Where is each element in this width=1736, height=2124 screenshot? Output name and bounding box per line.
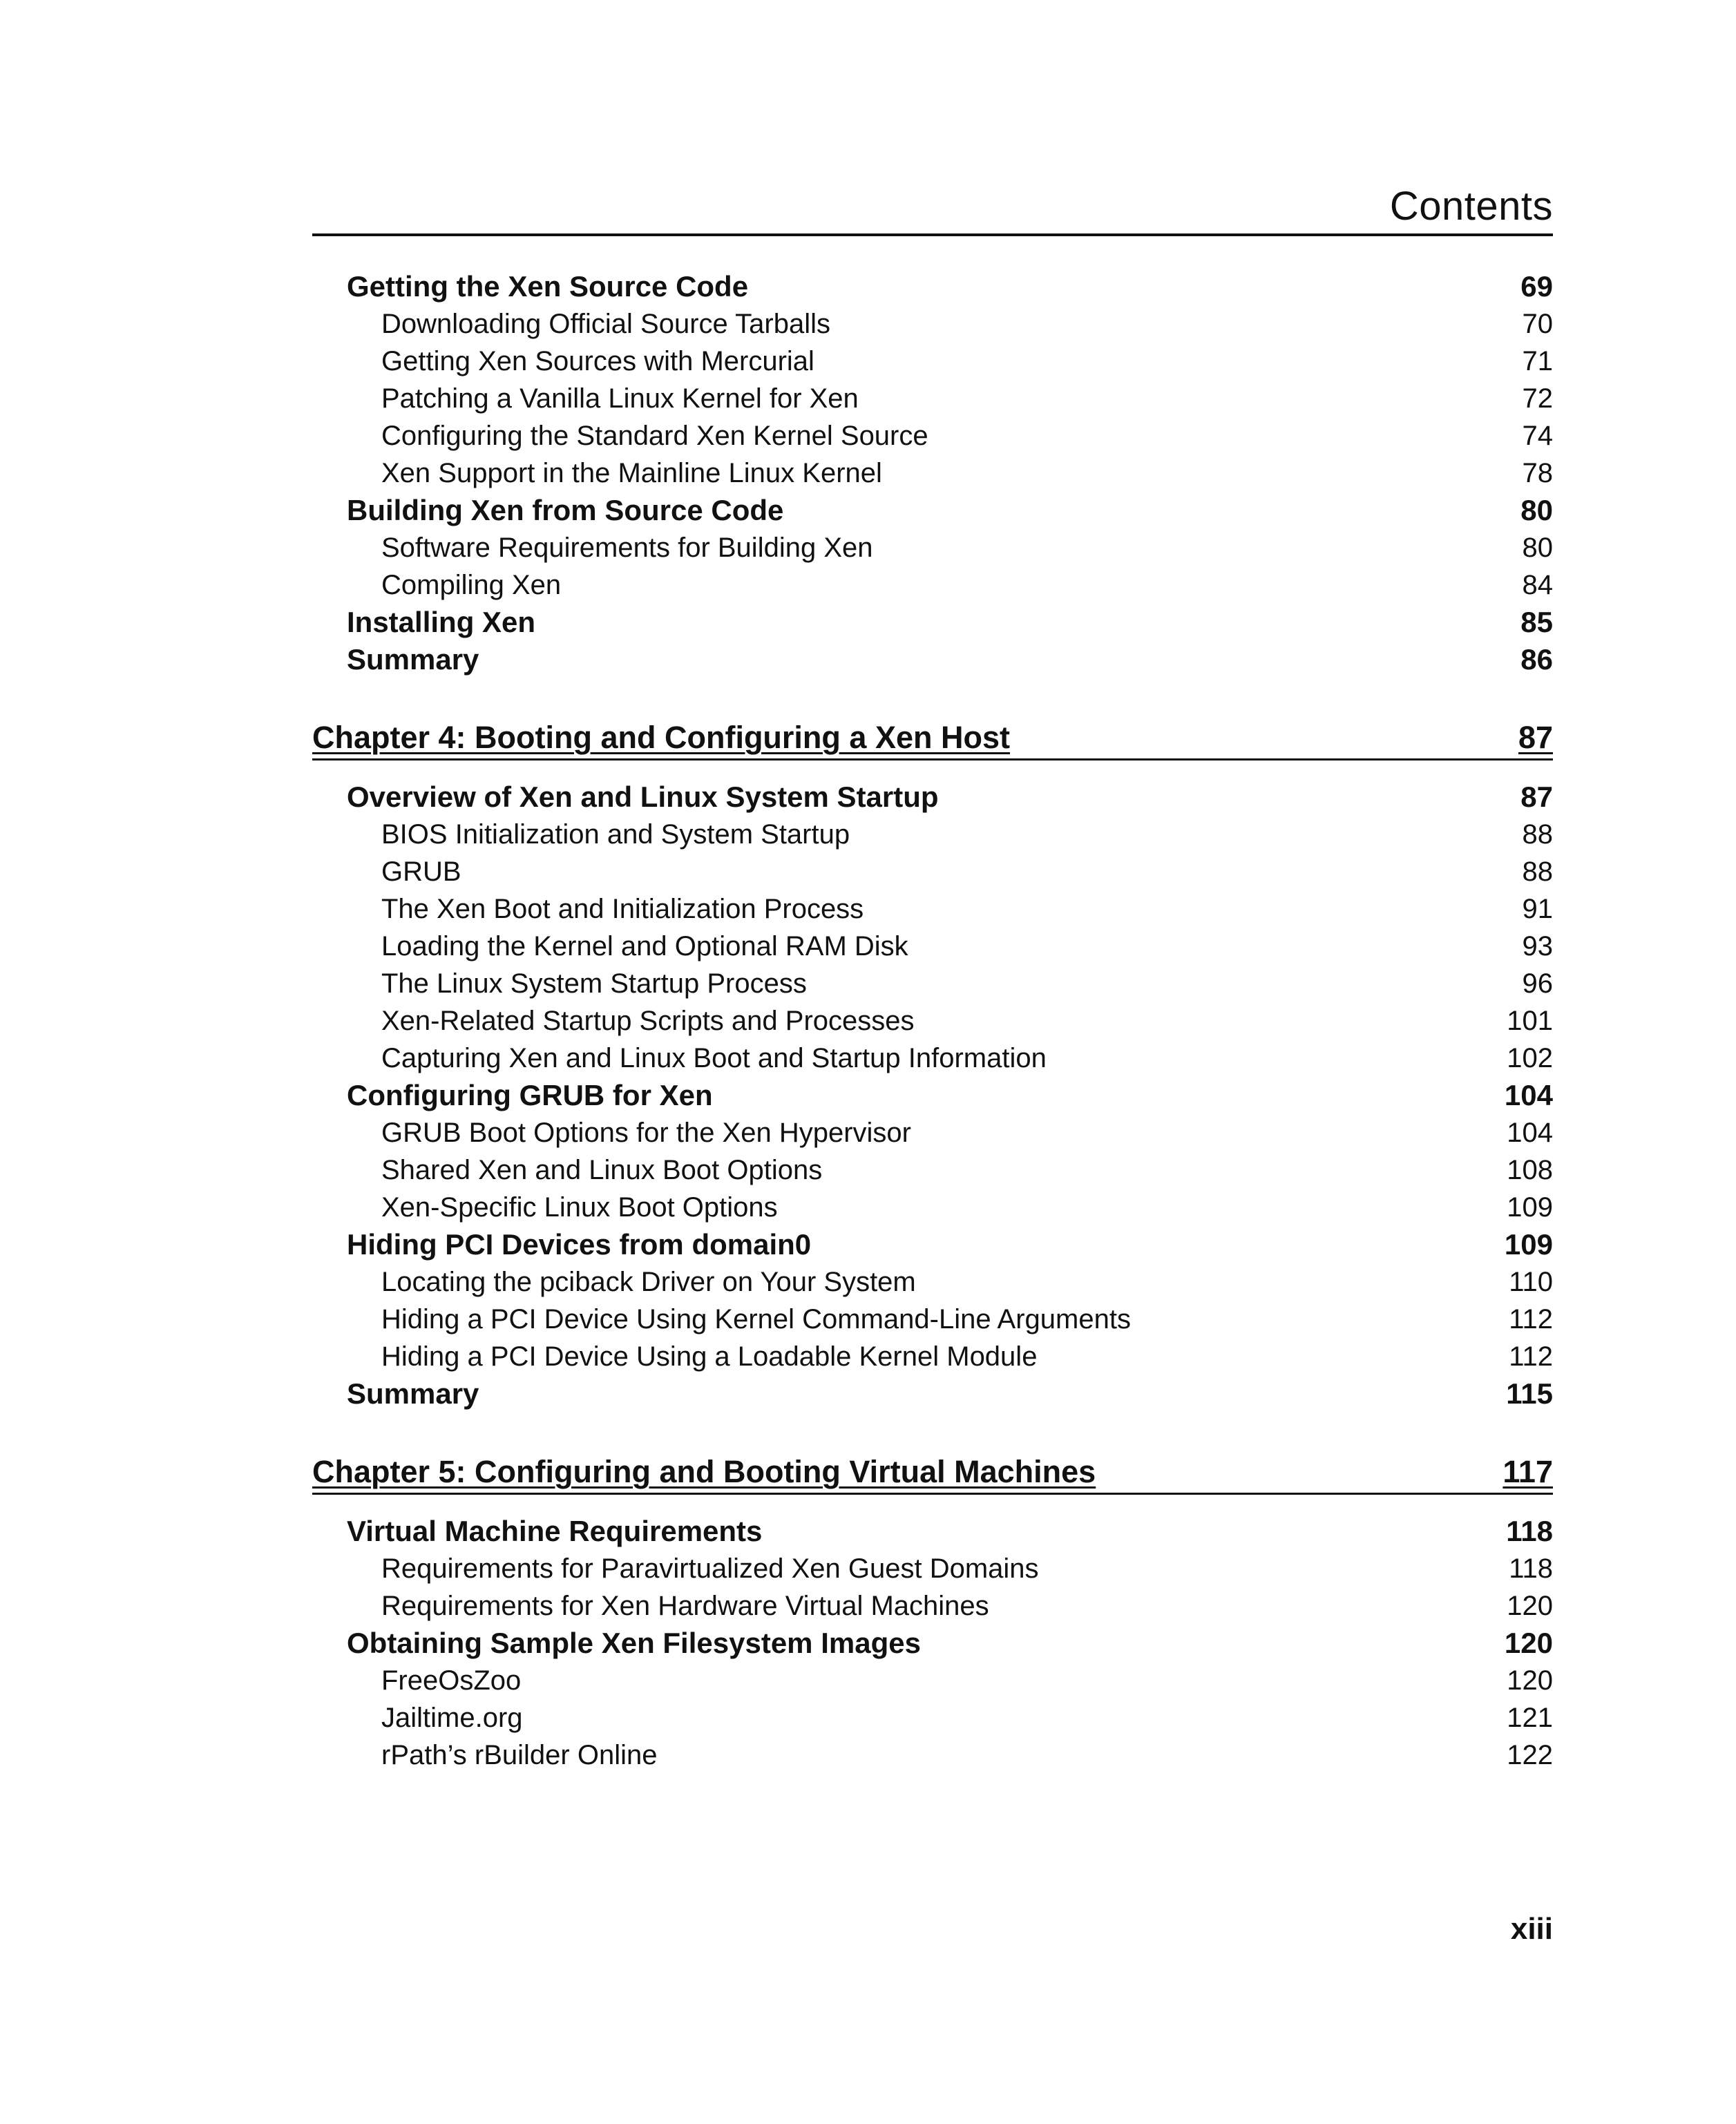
entry-page-number: 120	[1507, 1665, 1553, 1696]
entry-title: Xen-Related Startup Scripts and Processes	[381, 1006, 915, 1036]
entry-title: Loading the Kernel and Optional RAM Disk	[381, 931, 908, 961]
entry-title: Summary	[347, 643, 479, 676]
entry-page-number: 120	[1507, 1591, 1553, 1621]
entry-page-number: 102	[1507, 1043, 1553, 1073]
entry-title: Getting Xen Sources with Mercurial	[381, 346, 814, 376]
entry-page-number: 78	[1522, 458, 1553, 488]
entry-title: Hiding PCI Devices from domain0	[347, 1228, 812, 1261]
entry-title: Downloading Official Source Tarballs	[381, 309, 830, 339]
entry-page-number: 109	[1507, 1192, 1553, 1223]
entry-page-number: 88	[1522, 819, 1553, 850]
entry-page-number: 70	[1522, 309, 1553, 339]
toc-subsection-entry[interactable]	[312, 1301, 1553, 1338]
entry-page-number: 93	[1522, 931, 1553, 961]
entry-page-number: 104	[1507, 1118, 1553, 1148]
toc-subsection-entry[interactable]	[312, 380, 1553, 417]
entry-page-number: 87	[1520, 781, 1553, 813]
entry-title: Summary	[347, 1377, 479, 1410]
entry-title: The Xen Boot and Initialization Process	[381, 894, 864, 924]
entry-page-number: 104	[1504, 1079, 1553, 1111]
entry-title: Requirements for Paravirtualized Xen Guest Domains	[381, 1553, 1039, 1584]
toc-subsection-entry[interactable]	[312, 1338, 1553, 1375]
toc-subsection-entry[interactable]	[312, 343, 1553, 380]
toc-subsection-entry[interactable]	[312, 1002, 1553, 1040]
entry-page-number: 109	[1504, 1228, 1553, 1261]
entry-page-number: 80	[1522, 533, 1553, 563]
toc-section-entry[interactable]	[312, 1513, 1553, 1550]
entry-page-number: 118	[1506, 1515, 1553, 1547]
chapter-page-number: 117	[1503, 1454, 1553, 1489]
entry-page-number: 72	[1522, 383, 1553, 414]
entry-page-number: 74	[1522, 421, 1553, 451]
entry-title: Locating the pciback Driver on Your System	[381, 1267, 916, 1297]
toc-subsection-entry[interactable]	[312, 1587, 1553, 1625]
chapter-heading[interactable]	[312, 1451, 1553, 1495]
toc-section-entry[interactable]	[312, 1375, 1553, 1413]
entry-title: Building Xen from Source Code	[347, 494, 784, 526]
toc-subsection-entry[interactable]	[312, 529, 1553, 566]
entry-page-number: 91	[1522, 894, 1553, 924]
table-of-contents	[312, 268, 1553, 1774]
chapter-title: Chapter 4: Booting and Configuring a Xen Host	[312, 720, 1010, 755]
entry-page-number: 71	[1522, 346, 1553, 376]
toc-section-entry[interactable]	[312, 1625, 1553, 1662]
entry-page-number: 112	[1509, 1304, 1553, 1334]
entry-title: Configuring the Standard Xen Kernel Source	[381, 421, 928, 451]
entry-page-number: 121	[1507, 1703, 1553, 1733]
entry-title: Virtual Machine Requirements	[347, 1515, 763, 1547]
chapter-page-number: 87	[1518, 720, 1553, 755]
entry-title: Hiding a PCI Device Using a Loadable Kernel Module	[381, 1341, 1038, 1372]
toc-subsection-entry[interactable]	[312, 1189, 1553, 1226]
running-header	[312, 181, 1553, 236]
entry-title: Requirements for Xen Hardware Virtual Machines	[381, 1591, 989, 1621]
toc-subsection-entry[interactable]	[312, 1040, 1553, 1077]
toc-subsection-entry[interactable]	[312, 928, 1553, 965]
toc-section-entry[interactable]	[312, 641, 1553, 678]
toc-subsection-entry[interactable]	[312, 965, 1553, 1002]
entry-page-number: 88	[1522, 857, 1553, 887]
entry-page-number: 86	[1520, 643, 1553, 676]
entry-title: FreeOsZoo	[381, 1665, 522, 1696]
header-title: Contents	[1389, 184, 1553, 229]
toc-section-entry[interactable]	[312, 1077, 1553, 1114]
entry-title: Capturing Xen and Linux Boot and Startup Information	[381, 1043, 1047, 1073]
entry-title: rPath’s rBuilder Online	[381, 1740, 658, 1770]
entry-page-number: 108	[1507, 1155, 1553, 1185]
entry-page-number: 118	[1509, 1553, 1553, 1584]
entry-title: Software Requirements for Building Xen	[381, 533, 873, 563]
entry-page-number: 80	[1520, 494, 1553, 526]
toc-subsection-entry[interactable]	[312, 1699, 1553, 1736]
toc-subsection-entry[interactable]	[312, 890, 1553, 928]
toc-section-entry[interactable]	[312, 778, 1553, 816]
entry-page-number: 101	[1507, 1006, 1553, 1036]
toc-subsection-entry[interactable]	[312, 816, 1553, 853]
page-folio: xiii	[1510, 1912, 1553, 1946]
toc-subsection-entry[interactable]	[312, 1550, 1553, 1587]
entry-title: Shared Xen and Linux Boot Options	[381, 1155, 823, 1185]
entry-title: GRUB	[381, 857, 461, 887]
entry-title: The Linux System Startup Process	[381, 968, 807, 999]
entry-page-number: 84	[1522, 570, 1553, 600]
entry-title: Hiding a PCI Device Using Kernel Command-Line Arguments	[381, 1304, 1131, 1334]
entry-title: BIOS Initialization and System Startup	[381, 819, 850, 850]
entry-page-number: 115	[1506, 1377, 1553, 1410]
toc-section-entry[interactable]	[312, 268, 1553, 305]
toc-subsection-entry[interactable]	[312, 417, 1553, 455]
entry-page-number: 122	[1507, 1740, 1553, 1770]
entry-title: Xen-Specific Linux Boot Options	[381, 1192, 778, 1223]
toc-subsection-entry[interactable]	[312, 1662, 1553, 1699]
chapter-heading[interactable]	[312, 717, 1553, 760]
toc-section-entry[interactable]	[312, 1226, 1553, 1263]
entry-title: Xen Support in the Mainline Linux Kernel	[381, 458, 882, 488]
toc-subsection-entry[interactable]	[312, 1151, 1553, 1189]
toc-subsection-entry[interactable]	[312, 1736, 1553, 1774]
entry-page-number: 96	[1522, 968, 1553, 999]
entry-page-number: 85	[1520, 606, 1553, 638]
toc-subsection-entry[interactable]	[312, 1114, 1553, 1151]
toc-subsection-entry[interactable]	[312, 455, 1553, 492]
toc-subsection-entry[interactable]	[312, 305, 1553, 343]
entry-title: Configuring GRUB for Xen	[347, 1079, 713, 1111]
entry-title: GRUB Boot Options for the Xen Hypervisor	[381, 1118, 911, 1148]
toc-section-entry[interactable]	[312, 604, 1553, 641]
entry-title: Compiling Xen	[381, 570, 562, 600]
entry-title: Jailtime.org	[381, 1703, 523, 1733]
entry-title: Installing Xen	[347, 606, 536, 638]
entry-page-number: 69	[1520, 270, 1553, 303]
toc-subsection-entry[interactable]	[312, 1263, 1553, 1301]
entry-page-number: 120	[1504, 1627, 1553, 1659]
toc-subsection-entry[interactable]	[312, 566, 1553, 604]
entry-page-number: 110	[1509, 1267, 1553, 1297]
toc-section-entry[interactable]	[312, 492, 1553, 529]
entry-title: Overview of Xen and Linux System Startup	[347, 781, 939, 813]
toc-subsection-entry[interactable]	[312, 853, 1553, 890]
entry-title: Patching a Vanilla Linux Kernel for Xen	[381, 383, 859, 414]
chapter-title: Chapter 5: Configuring and Booting Virtual Machines	[312, 1454, 1096, 1489]
entry-page-number: 112	[1509, 1341, 1553, 1372]
entry-title: Getting the Xen Source Code	[347, 270, 749, 303]
entry-title: Obtaining Sample Xen Filesystem Images	[347, 1627, 921, 1659]
